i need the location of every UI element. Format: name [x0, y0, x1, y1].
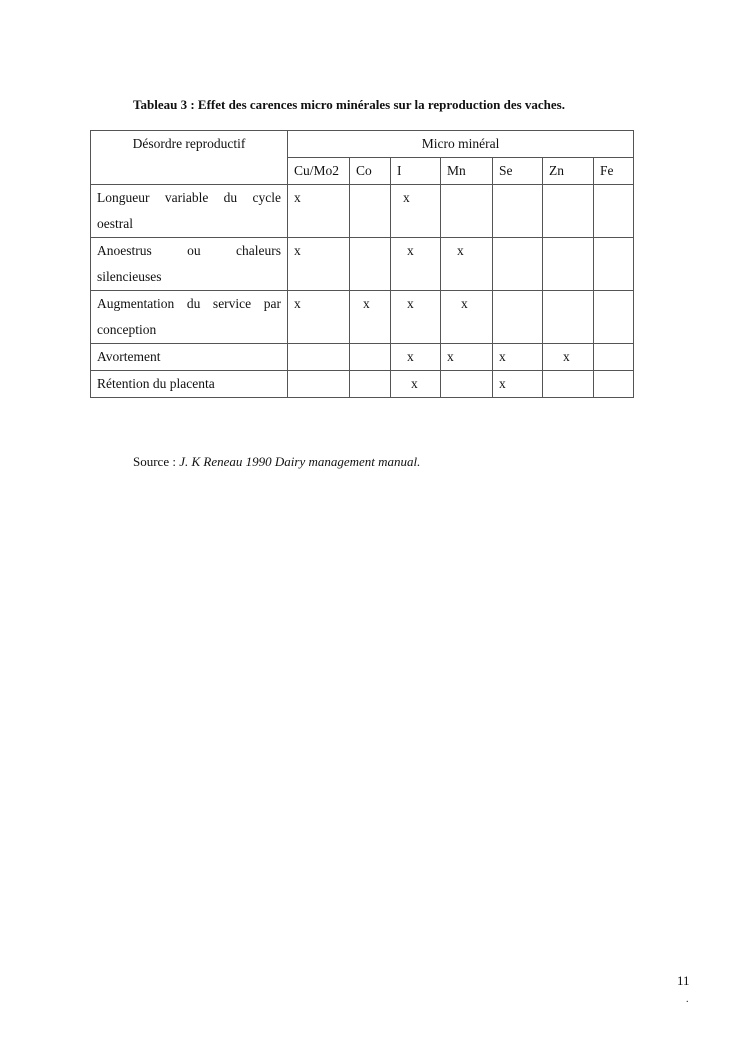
mark-cell	[543, 371, 594, 398]
mark-cell: x	[391, 291, 441, 344]
disorder-cell	[91, 291, 288, 344]
table-caption: Tableau 3 : Effet des carences micro minérales sur la reproduction des vaches.	[133, 97, 565, 112]
disorder-line: oestral	[97, 216, 133, 231]
footer-dot: .	[686, 994, 689, 1005]
deficiency-table	[90, 130, 634, 398]
source-citation: J. K Reneau 1990 Dairy management manual.	[179, 454, 421, 469]
mark-cell: x	[391, 185, 441, 238]
disorder-line: Longueur variable du cycle	[97, 190, 281, 205]
table-row	[91, 291, 634, 344]
mineral-header: I	[391, 158, 441, 185]
table-row	[91, 344, 634, 371]
mark-cell: x	[391, 238, 441, 291]
mark-cell: x	[441, 344, 493, 371]
mark-cell	[350, 344, 391, 371]
mineral-header: Se	[493, 158, 543, 185]
mark-cell	[493, 185, 543, 238]
disorder-cell	[91, 238, 288, 291]
table-row	[91, 185, 634, 238]
mark-cell	[288, 344, 350, 371]
mark-cell	[594, 344, 634, 371]
disorder-line: Augmentation du service par	[97, 296, 281, 311]
mineral-header: Co	[350, 158, 391, 185]
mark-cell	[543, 291, 594, 344]
mark-cell	[441, 371, 493, 398]
disorder-cell	[91, 185, 288, 238]
mark-cell	[543, 185, 594, 238]
disorder-cell: Avortement	[91, 344, 288, 371]
mark-cell	[350, 238, 391, 291]
mark-cell: x	[543, 344, 594, 371]
mark-cell	[594, 185, 634, 238]
mineral-header: Cu/Mo2	[288, 158, 350, 185]
mineral-header: Fe	[594, 158, 634, 185]
mark-cell	[543, 238, 594, 291]
mark-cell: x	[288, 185, 350, 238]
table-row	[91, 371, 634, 398]
page-number: 11	[677, 973, 690, 988]
mineral-header: Zn	[543, 158, 594, 185]
header-row	[91, 131, 634, 158]
mark-cell: x	[288, 291, 350, 344]
mark-cell	[594, 238, 634, 291]
source-note	[133, 454, 420, 470]
mark-cell	[493, 238, 543, 291]
disorder-line: silencieuses	[97, 269, 162, 284]
mark-cell: x	[441, 291, 493, 344]
mark-cell	[350, 371, 391, 398]
disorder-line: conception	[97, 322, 157, 337]
disorder-cell: Rétention du placenta	[91, 371, 288, 398]
mark-cell: x	[391, 344, 441, 371]
mark-cell	[493, 291, 543, 344]
header-disorder: Désordre reproductif	[91, 131, 288, 185]
header-mineral-group: Micro minéral	[288, 131, 634, 158]
mineral-header: Mn	[441, 158, 493, 185]
mark-cell	[594, 371, 634, 398]
mark-cell: x	[288, 238, 350, 291]
disorder-line: Anoestrus ou chaleurs	[97, 243, 281, 258]
mark-cell: x	[493, 371, 543, 398]
mark-cell	[350, 185, 391, 238]
mark-cell	[441, 185, 493, 238]
mark-cell: x	[391, 371, 441, 398]
mark-cell: x	[493, 344, 543, 371]
mark-cell: x	[441, 238, 493, 291]
mark-cell	[288, 371, 350, 398]
mark-cell: x	[350, 291, 391, 344]
mark-cell	[594, 291, 634, 344]
source-prefix: Source :	[133, 454, 180, 469]
table-row	[91, 238, 634, 291]
